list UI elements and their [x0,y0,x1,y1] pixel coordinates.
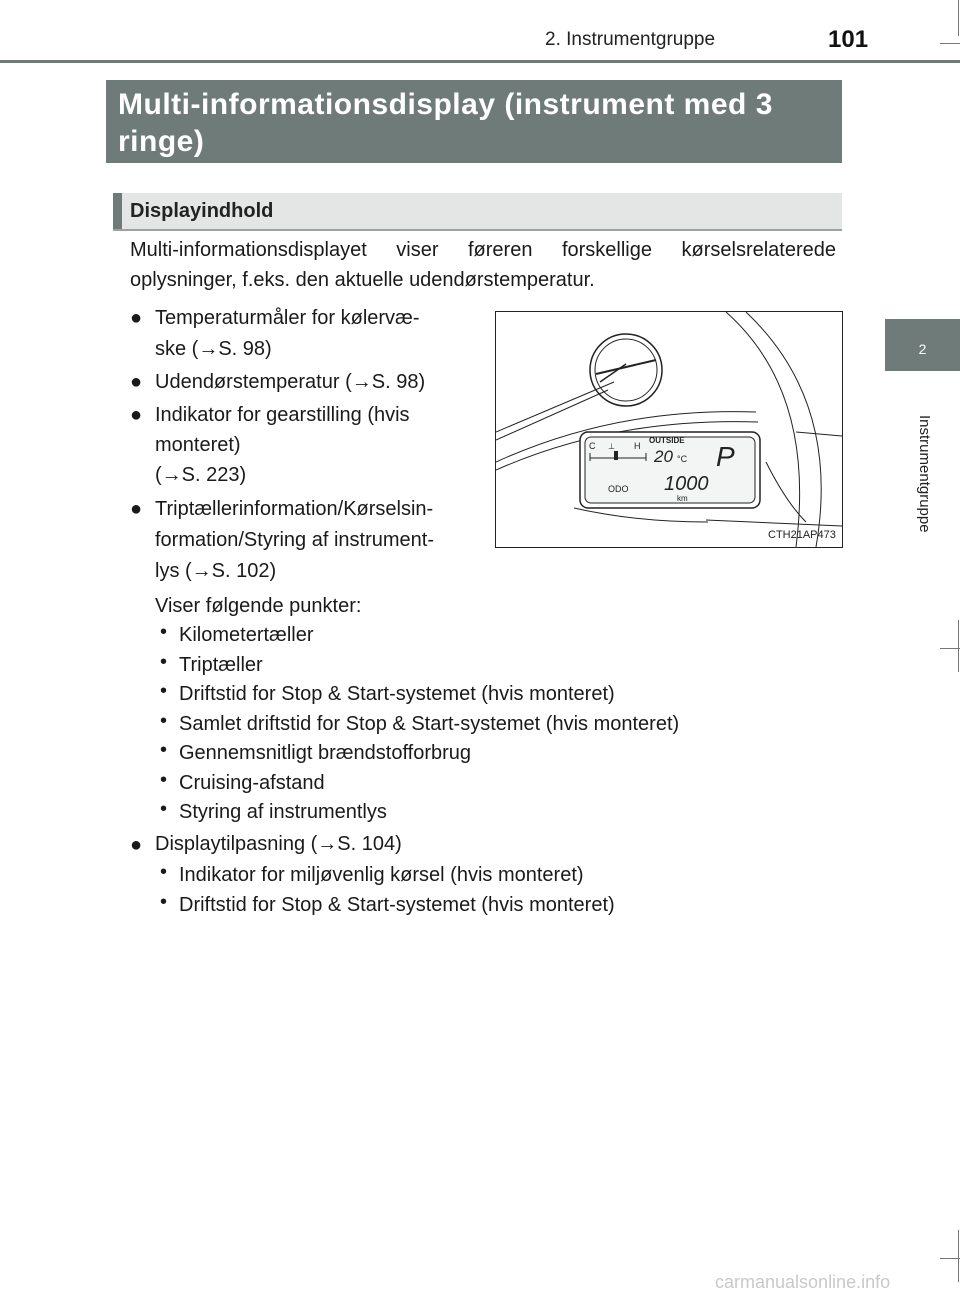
list-item: Gennemsnitligt brændstofforbrug [179,742,472,764]
outside-temp-value: 20 [654,447,673,466]
list-item: Cruising-afstand [179,772,325,794]
list-item: Samlet driftstid for Stop & Start-systemet (hvis monteret) [179,713,680,735]
crop-mark [958,1230,959,1282]
bullet-icon: ● [130,404,143,426]
bullet-icon: ● [130,307,143,329]
list-bullet-icon: • [160,739,168,761]
coolant-temp-icon: ⊥ [608,442,615,451]
page-number: 101 [828,26,869,53]
odometer-unit: km [677,494,688,503]
header-rule [0,60,960,63]
bullet-line: Temperaturmåler for kølervæ- [155,307,420,329]
list-bullet-icon: • [160,621,168,643]
subsection-title-box [113,193,842,229]
intro-paragraph: Multi-informationsdisplayet viser føreren forskellige kørselsrelaterede oplysninger, f.eks. den aktuelle udendørstemperatur. [130,239,836,291]
list-bullet-icon: • [160,798,168,820]
crop-mark [940,43,960,44]
coolant-cold-label: C [589,441,596,451]
subsection-title: Displayindhold [130,200,274,222]
bullet-icon: ● [130,834,143,856]
list-item: Driftstid for Stop & Start-systemet (hvis monteret) [179,894,615,916]
bullet-icon: ● [130,371,143,393]
bezel-arc [574,508,708,522]
watermark: carmanualsonline.info [715,1272,891,1292]
outside-temp-unit: °C [677,454,688,464]
subsection-marker [113,193,122,229]
list-bullet-icon: • [160,710,168,732]
list-bullet-icon: • [160,861,168,883]
subsection-rule [113,229,842,231]
bullet-line: Indikator for gearstilling (hvis [155,404,410,426]
bullet-line: Triptællerinformation/Kørselsin- [155,498,434,520]
gauge-pointer-line [496,382,614,432]
outside-temp-label: OUTSIDE [649,436,685,445]
chapter-tab-label: Instrumentgruppe [916,415,933,533]
odometer-label: ODO [608,484,629,494]
bullet-line: Displaytilpasning (→S. 104) [155,833,402,855]
running-header-chapter: 2. Instrumentgruppe [545,29,716,50]
list-item: Kilometertæller [179,624,314,646]
crop-mark [940,648,960,649]
list-bullet-icon: • [160,680,168,702]
bullet-line: formation/Styring af instrument- [155,529,434,551]
crop-mark [940,1258,960,1259]
list-item: Styring af instrumentlys [179,801,387,823]
bezel-arc [726,312,800,547]
bezel-line [796,432,842,436]
bullet-line: monteret) [155,434,241,456]
section-title: Multi-informationsdisplay (instrument med 3 ringe) [118,88,773,158]
bullet-line: (→S. 223) [155,464,247,486]
crop-mark [958,0,959,36]
crop-mark [958,620,959,672]
instrument-cluster-illustration [495,311,843,548]
chapter-tab-number: 2 [918,341,927,357]
gauge-dial [590,334,662,406]
chapter-tab [885,319,960,371]
gauge-needle [596,360,656,374]
figure-code: CTH21AP473 [768,529,836,541]
section-title-box [106,80,842,163]
list-item: Driftstid for Stop & Start-systemet (hvis monteret) [179,683,615,705]
coolant-gauge-segment [614,451,618,460]
bullet-line: ske (→S. 98) [155,338,272,360]
instrument-cluster-drawing [496,312,842,547]
list-bullet-icon: • [160,769,168,791]
bullet-line: lys (→S. 102) [155,560,277,582]
list-bullet-icon: • [160,891,168,913]
list-item: Indikator for miljøvenlig kørsel (hvis monteret) [179,864,584,886]
bullet-icon: ● [130,498,143,520]
coolant-hot-label: H [634,441,641,451]
odometer-value: 1000 [664,473,709,495]
list-intro: Viser følgende punkter: [155,595,362,617]
gear-position-indicator: P [716,441,735,472]
bezel-line [706,520,842,526]
list-item: Triptæller [179,654,263,676]
bullet-line: Udendørstemperatur (→S. 98) [155,371,426,393]
list-bullet-icon: • [160,651,168,673]
